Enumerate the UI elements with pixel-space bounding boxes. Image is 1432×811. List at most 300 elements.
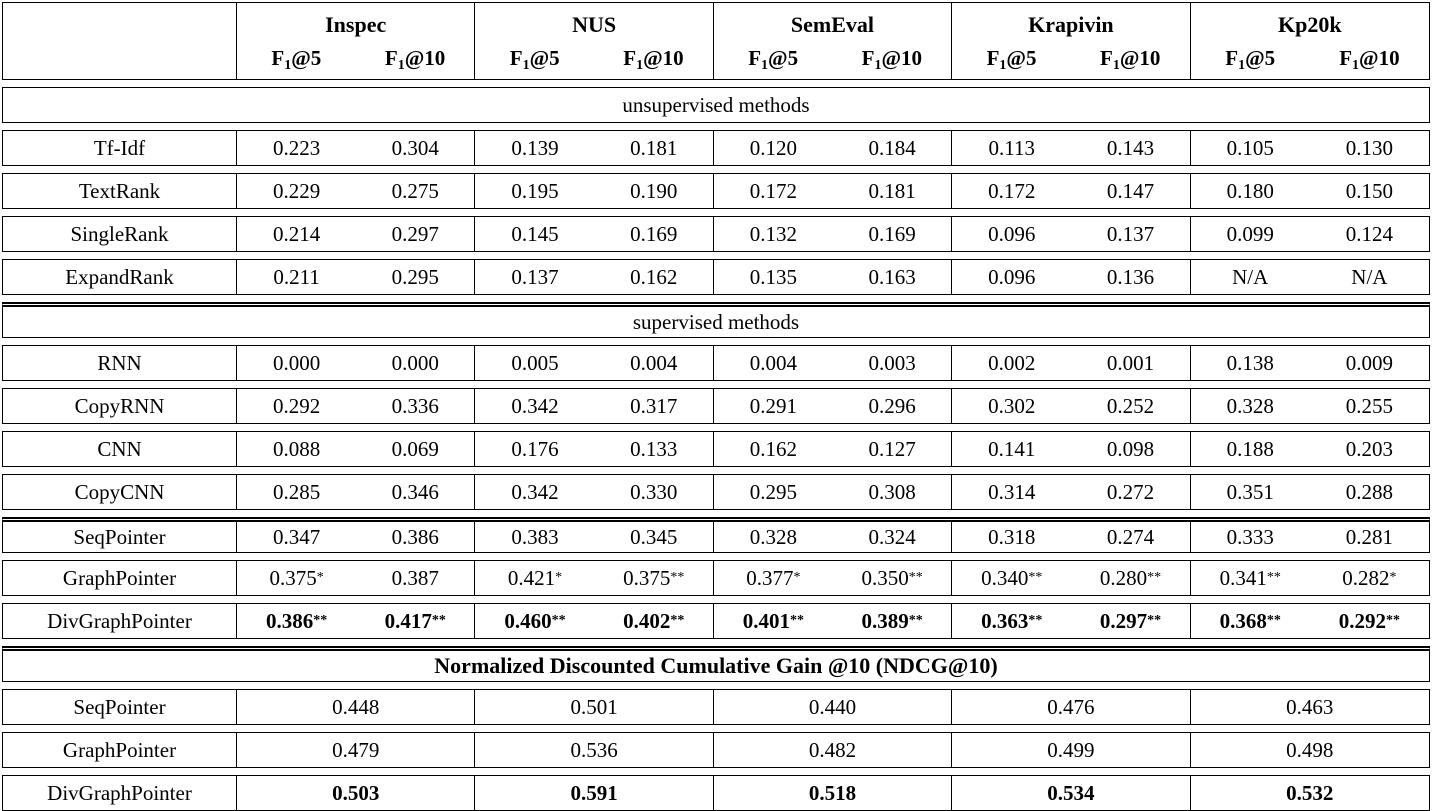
value-cell <box>1191 475 1310 509</box>
cell-value: 0.440 <box>808 694 857 719</box>
metric-f1-at5: $F_1@5$ <box>271 46 322 73</box>
cell-value: 0.363 <box>981 608 1029 633</box>
cell-value: 0.098 <box>1106 436 1155 461</box>
value-cell <box>1310 389 1429 423</box>
cell-value: 0.285 <box>272 479 321 504</box>
value-cell <box>714 432 833 466</box>
value-cell <box>237 389 356 423</box>
metric-f1-at5: $F_1@5$ <box>509 46 560 73</box>
value-cell <box>1310 522 1429 552</box>
value-cell <box>1191 217 1310 251</box>
value-cell <box>475 522 594 552</box>
value-cell <box>1310 174 1429 208</box>
value-cell <box>356 217 475 251</box>
dataset-name: NUS <box>572 12 617 37</box>
value-cell <box>356 174 475 208</box>
value-cell <box>1191 346 1310 380</box>
cell-value: 0.181 <box>868 178 916 203</box>
value-cell <box>1071 432 1190 466</box>
metric-f1-at10: $F_1@10$ <box>861 46 923 73</box>
dataset-header-kp20k <box>1191 3 1429 79</box>
cell-value: 0.386 <box>391 524 439 549</box>
cell-value: 0.163 <box>868 264 916 289</box>
dataset-name: Inspec <box>325 12 387 37</box>
value-cell <box>595 217 714 251</box>
cell-value: 0.113 <box>988 135 1036 160</box>
cell-value: 0.375 <box>623 565 671 590</box>
cell-value: 0.252 <box>1106 393 1155 418</box>
table-row <box>2 560 1430 596</box>
table-row <box>2 130 1430 166</box>
value-cell <box>952 389 1071 423</box>
value-cell <box>1310 131 1429 165</box>
value-cell: 0.375 * <box>269 565 324 590</box>
cell-value: 0.223 <box>272 135 321 160</box>
cell-value: 0.135 <box>749 264 798 289</box>
row-label: Tf-Idf <box>3 131 237 165</box>
section-title: unsupervised methods <box>622 92 810 117</box>
value-cell <box>1071 389 1190 423</box>
cell-value: 0.297 <box>1099 608 1148 633</box>
row-label: CNN <box>3 432 237 466</box>
cell-value: 0.341 <box>1219 565 1267 590</box>
value-cell: 0.402 ** <box>595 604 714 638</box>
value-cell <box>1191 131 1310 165</box>
cell-value: 0.350 <box>861 565 909 590</box>
row-label: SingleRank <box>3 217 237 251</box>
value-cell <box>1191 174 1310 208</box>
value-cell <box>952 475 1071 509</box>
cell-value: 0.532 <box>1286 780 1334 805</box>
cell-value: 0.536 <box>570 737 618 762</box>
value-cell <box>356 389 475 423</box>
value-cell <box>237 174 356 208</box>
cell-value: 0.417 <box>384 608 432 633</box>
cell-value: 0.172 <box>988 178 1036 203</box>
value-cell <box>714 260 833 294</box>
value-cell <box>833 522 952 552</box>
dataset-name: SemEval <box>790 12 875 37</box>
value-cell <box>475 733 713 767</box>
value-cell <box>475 776 713 810</box>
cell-value: 0.340 <box>981 565 1029 590</box>
metric-f1-at5: $F_1@5$ <box>1225 46 1276 73</box>
cell-value: 0.281 <box>1345 524 1394 549</box>
cell-value: 0.195 <box>511 178 559 203</box>
table-row <box>2 775 1430 811</box>
corner-cell <box>3 3 237 79</box>
cell-value: 0.150 <box>1345 178 1394 203</box>
cell-value: 0.002 <box>988 350 1036 375</box>
metric-labels <box>952 42 1189 74</box>
value-cell: 0.401 ** <box>742 608 805 633</box>
cell-value: 0.421 <box>507 565 556 590</box>
value-cell <box>237 522 356 552</box>
cell-value: 0.296 <box>868 393 916 418</box>
value-cell: 0.386 ** <box>265 608 328 633</box>
value-cell <box>356 522 475 552</box>
value-cell: 0.292 ** <box>1338 608 1401 633</box>
metric-f1-at10: $F_1@10$ <box>1100 46 1161 73</box>
value-cell <box>952 174 1071 208</box>
cell-value: 0.280 <box>1099 565 1148 590</box>
cell-value: 0.345 <box>630 524 678 549</box>
value-cell <box>952 776 1190 810</box>
value-cell <box>475 475 594 509</box>
cell-value: 0.143 <box>1106 135 1155 160</box>
value-cell: 0.368 ** <box>1219 608 1281 633</box>
table-row <box>2 474 1430 510</box>
results-table <box>2 2 1430 811</box>
value-cell <box>237 131 356 165</box>
cell-value: 0.292 <box>272 393 321 418</box>
cell-value: 0.351 <box>1226 479 1274 504</box>
section-title-row <box>2 302 1430 338</box>
cell-value: 0.479 <box>332 737 380 762</box>
value-cell <box>1310 475 1429 509</box>
cell-value: 0.333 <box>1226 524 1274 549</box>
value-cell <box>475 131 594 165</box>
value-cell <box>714 475 833 509</box>
cell-value: 0.402 <box>623 608 671 633</box>
value-cell <box>714 346 833 380</box>
row-label: TextRank <box>3 174 237 208</box>
header-row <box>2 2 1430 80</box>
cell-value: 0.211 <box>273 264 320 289</box>
metric-f1-at5: $F_1@5$ <box>748 46 799 73</box>
dataset-name: Kp20k <box>1277 12 1342 37</box>
value-cell: 0.421 * <box>507 565 563 590</box>
row-label: ExpandRank <box>3 260 237 294</box>
cell-value: 0.137 <box>1106 221 1155 246</box>
value-cell: 0.280 ** <box>1071 561 1190 595</box>
value-cell: 0.363 ** <box>981 608 1043 633</box>
table-row <box>2 388 1430 424</box>
value-cell <box>714 690 952 724</box>
cell-value: 0.124 <box>1345 221 1394 246</box>
cell-value: 0.138 <box>1226 350 1274 375</box>
cell-value: 0.274 <box>1106 524 1155 549</box>
row-label: DivGraphPointer <box>3 776 237 810</box>
cell-value: 0.292 <box>1338 608 1387 633</box>
value-cell <box>952 346 1071 380</box>
cell-value: 0.324 <box>868 524 916 549</box>
value-cell <box>1310 432 1429 466</box>
cell-value: 0.000 <box>391 350 439 375</box>
value-cell <box>1191 260 1310 294</box>
cell-value: 0.004 <box>749 350 798 375</box>
cell-value: 0.088 <box>272 436 321 461</box>
value-cell: 0.297 ** <box>1071 604 1190 638</box>
cell-value: 0.162 <box>749 436 798 461</box>
cell-value: 0.368 <box>1219 608 1267 633</box>
value-cell: 0.460 ** <box>504 608 566 633</box>
value-cell <box>833 131 952 165</box>
value-cell <box>356 260 475 294</box>
section-title-row <box>2 87 1430 123</box>
cell-value: 0.499 <box>1047 737 1095 762</box>
cell-value: 0.282 <box>1342 565 1390 590</box>
cell-value: 0.518 <box>808 780 857 805</box>
cell-value: 0.188 <box>1226 436 1274 461</box>
cell-value: 0.069 <box>391 436 439 461</box>
metric-f1-at10: $F_1@10$ <box>623 46 684 73</box>
section-title-row <box>2 646 1430 682</box>
cell-value: 0.328 <box>749 524 798 549</box>
metric-f1-at5: $F_1@5$ <box>986 46 1037 73</box>
cell-value: 0.099 <box>1226 221 1274 246</box>
cell-value: 0.383 <box>511 524 559 549</box>
value-cell <box>1310 260 1429 294</box>
cell-value: 0.463 <box>1286 694 1334 719</box>
cell-value: 0.347 <box>272 524 321 549</box>
cell-value: 0.330 <box>630 479 678 504</box>
cell-value: 0.448 <box>332 694 380 719</box>
cell-value: 0.162 <box>630 264 678 289</box>
value-cell <box>595 432 714 466</box>
value-cell <box>833 389 952 423</box>
cell-value: 0.275 <box>391 178 439 203</box>
value-cell: 0.375 ** <box>595 561 714 595</box>
cell-value: N/A <box>1232 264 1269 289</box>
value-cell <box>475 432 594 466</box>
table-row <box>2 689 1430 725</box>
cell-value: 0.004 <box>630 350 678 375</box>
value-cell <box>595 522 714 552</box>
cell-value: 0.214 <box>272 221 321 246</box>
row-label: GraphPointer <box>3 733 237 767</box>
cell-value: 0.476 <box>1047 694 1095 719</box>
cell-value: 0.346 <box>391 479 439 504</box>
value-cell: 0.377 * <box>746 565 801 590</box>
cell-value: 0.169 <box>868 221 916 246</box>
metric-f1-at10: $F_1@10$ <box>384 46 446 73</box>
value-cell <box>952 131 1071 165</box>
value-cell: 0.417 ** <box>356 604 475 638</box>
value-cell <box>475 260 594 294</box>
value-cell <box>833 174 952 208</box>
value-cell <box>714 217 833 251</box>
value-cell <box>1071 522 1190 552</box>
value-cell: 0.350 ** <box>833 561 952 595</box>
value-cell <box>595 475 714 509</box>
cell-value: 0.184 <box>868 135 916 160</box>
cell-value: 0.482 <box>808 737 857 762</box>
cell-value: 0.145 <box>511 221 559 246</box>
cell-value: 0.000 <box>272 350 321 375</box>
cell-value: 0.133 <box>630 436 678 461</box>
cell-value: 0.375 <box>269 565 317 590</box>
cell-value: 0.001 <box>1106 350 1155 375</box>
cell-value: 0.460 <box>504 608 552 633</box>
value-cell <box>356 475 475 509</box>
cell-value: 0.147 <box>1106 178 1155 203</box>
value-cell: 0.340 ** <box>981 565 1043 590</box>
value-cell <box>237 260 356 294</box>
value-cell <box>475 174 594 208</box>
cell-value: 0.136 <box>1106 264 1155 289</box>
value-cell <box>1191 690 1429 724</box>
value-cell <box>1071 174 1190 208</box>
section-title: Normalized Discounted Cumulative Gain @10 (NDCG@10) <box>434 653 998 679</box>
cell-value: 0.141 <box>988 436 1036 461</box>
value-cell <box>595 174 714 208</box>
dataset-header-semeval <box>714 3 952 79</box>
cell-value: 0.387 <box>391 565 439 590</box>
metric-f1-at10: $F_1@10$ <box>1339 46 1400 73</box>
cell-value: 0.137 <box>511 264 559 289</box>
cell-value: 0.005 <box>511 350 559 375</box>
value-cell: 0.389 ** <box>833 604 952 638</box>
value-cell <box>952 522 1071 552</box>
value-cell <box>595 389 714 423</box>
cell-value: 0.308 <box>868 479 916 504</box>
value-cell <box>1071 346 1190 380</box>
cell-value: 0.501 <box>570 694 618 719</box>
cell-value: 0.172 <box>749 178 798 203</box>
value-cell <box>714 522 833 552</box>
metric-labels <box>714 42 951 74</box>
cell-value: 0.295 <box>391 264 439 289</box>
value-cell <box>595 131 714 165</box>
dataset-name: Krapivin <box>1028 12 1114 37</box>
value-cell <box>952 733 1190 767</box>
cell-value: 0.401 <box>742 608 791 633</box>
value-cell <box>1310 217 1429 251</box>
cell-value: 0.342 <box>511 479 559 504</box>
value-cell: 0.282 * <box>1342 565 1397 590</box>
value-cell <box>833 432 952 466</box>
value-cell <box>1191 389 1310 423</box>
metric-labels <box>237 42 474 74</box>
value-cell: 0.341 ** <box>1219 565 1281 590</box>
cell-value: 0.503 <box>332 780 380 805</box>
value-cell <box>237 432 356 466</box>
row-label: SeqPointer <box>3 690 237 724</box>
value-cell <box>952 690 1190 724</box>
value-cell <box>1191 733 1429 767</box>
cell-value: 0.328 <box>1226 393 1274 418</box>
value-cell <box>475 389 594 423</box>
row-label: DivGraphPointer <box>3 604 237 638</box>
cell-value: 0.132 <box>749 221 798 246</box>
cell-value: 0.314 <box>988 479 1036 504</box>
cell-value: 0.336 <box>391 393 439 418</box>
table-row <box>2 732 1430 768</box>
value-cell <box>475 690 713 724</box>
value-cell <box>952 260 1071 294</box>
value-cell <box>1071 260 1190 294</box>
value-cell <box>714 131 833 165</box>
cell-value: N/A <box>1351 264 1388 289</box>
value-cell <box>475 346 594 380</box>
cell-value: 0.272 <box>1106 479 1155 504</box>
value-cell <box>356 432 475 466</box>
row-label: CopyCNN <box>3 475 237 509</box>
value-cell <box>1071 131 1190 165</box>
value-cell <box>356 346 475 380</box>
table-row <box>2 431 1430 467</box>
row-label: GraphPointer <box>3 561 237 595</box>
value-cell <box>833 217 952 251</box>
cell-value: 0.302 <box>988 393 1036 418</box>
cell-value: 0.096 <box>988 221 1036 246</box>
dataset-header-nus <box>475 3 713 79</box>
cell-value: 0.120 <box>749 135 798 160</box>
cell-value: 0.139 <box>511 135 559 160</box>
cell-value: 0.342 <box>511 393 559 418</box>
cell-value: 0.190 <box>630 178 678 203</box>
dataset-header-krapivin <box>952 3 1190 79</box>
value-cell <box>237 475 356 509</box>
cell-value: 0.009 <box>1345 350 1394 375</box>
table-row <box>2 517 1430 553</box>
metric-labels <box>1191 42 1429 74</box>
cell-value: 0.389 <box>861 608 909 633</box>
value-cell <box>1071 217 1190 251</box>
cell-value: 0.304 <box>391 135 439 160</box>
cell-value: 0.498 <box>1286 737 1334 762</box>
value-cell <box>237 776 475 810</box>
value-cell <box>1191 522 1310 552</box>
cell-value: 0.291 <box>749 393 798 418</box>
value-cell <box>952 432 1071 466</box>
table-row <box>2 603 1430 639</box>
value-cell <box>833 346 952 380</box>
dataset-header-inspec <box>237 3 475 79</box>
cell-value: 0.181 <box>630 135 678 160</box>
value-cell <box>356 131 475 165</box>
value-cell <box>237 733 475 767</box>
cell-value: 0.176 <box>511 436 559 461</box>
value-cell <box>475 217 594 251</box>
row-label: SeqPointer <box>3 522 237 552</box>
value-cell <box>714 776 952 810</box>
cell-value: 0.591 <box>570 780 618 805</box>
value-cell <box>595 346 714 380</box>
cell-value: 0.386 <box>265 608 314 633</box>
value-cell <box>1191 776 1429 810</box>
value-cell <box>1310 346 1429 380</box>
cell-value: 0.229 <box>272 178 321 203</box>
table-row <box>2 173 1430 209</box>
cell-value: 0.105 <box>1226 135 1274 160</box>
cell-value: 0.203 <box>1345 436 1394 461</box>
cell-value: 0.169 <box>630 221 678 246</box>
cell-value: 0.295 <box>749 479 798 504</box>
value-cell <box>237 346 356 380</box>
value-cell <box>833 475 952 509</box>
value-cell <box>1071 475 1190 509</box>
cell-value: 0.534 <box>1047 780 1095 805</box>
cell-value: 0.255 <box>1345 393 1394 418</box>
cell-value: 0.127 <box>868 436 916 461</box>
table-row <box>2 345 1430 381</box>
value-cell <box>237 690 475 724</box>
value-cell <box>356 561 475 595</box>
value-cell <box>952 217 1071 251</box>
cell-value: 0.003 <box>868 350 916 375</box>
cell-value: 0.297 <box>391 221 439 246</box>
cell-value: 0.318 <box>988 524 1036 549</box>
cell-value: 0.377 <box>746 565 794 590</box>
table-row <box>2 216 1430 252</box>
row-label: RNN <box>3 346 237 380</box>
value-cell <box>714 174 833 208</box>
cell-value: 0.317 <box>630 393 678 418</box>
cell-value: 0.180 <box>1226 178 1274 203</box>
value-cell <box>714 733 952 767</box>
